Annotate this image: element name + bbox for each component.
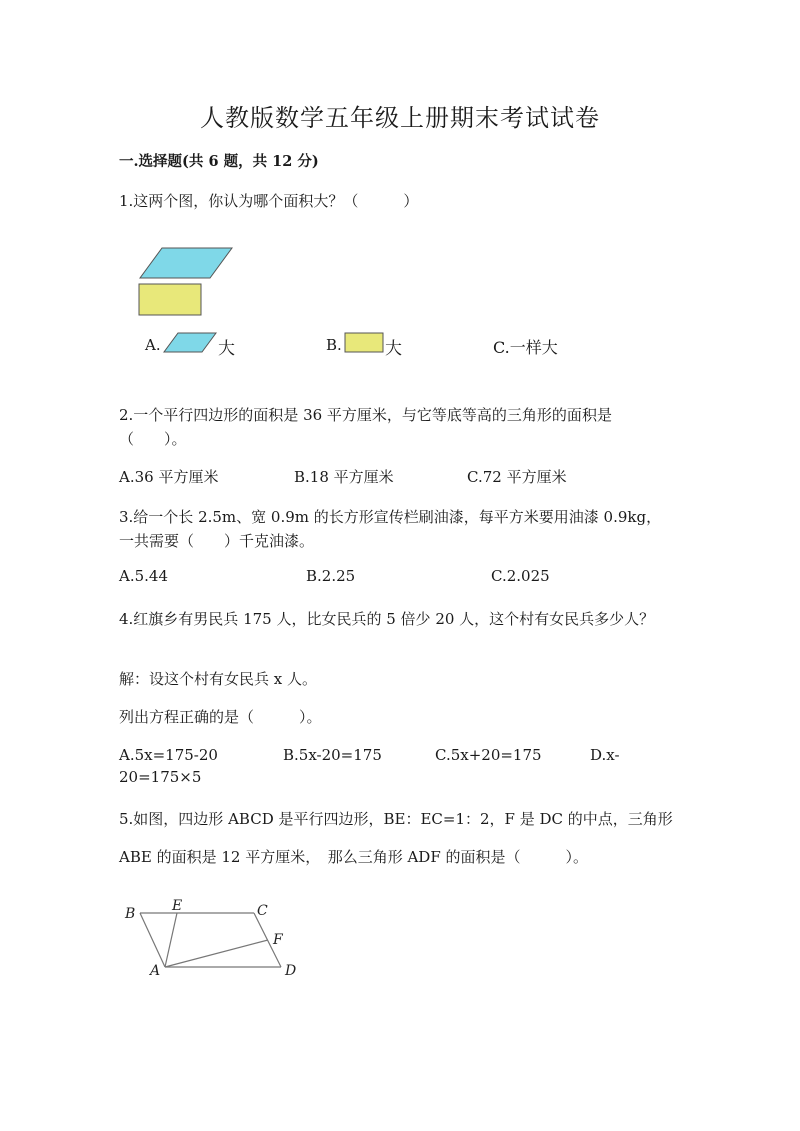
q4-solution: 解：设这个村有女民兵 x 人。 [119, 670, 317, 688]
q5-label-b: B [125, 906, 136, 922]
q4-stem: 4.红旗乡有男民兵 175 人，比女民兵的 5 倍少 20 人，这个村有女民兵多少人？ [119, 610, 655, 628]
q2-option-b: B.18 平方厘米 [294, 468, 394, 486]
q5-label-e: E [172, 898, 183, 914]
q5-stem-line2: ABE 的面积是 12 平方厘米， 那么三角形 ADF 的面积是（ ）。 [119, 848, 589, 866]
q2-stem-line1: 2.一个平行四边形的面积是 36 平方厘米，与它等底等高的三角形的面积是 [119, 406, 612, 424]
q5-stem-line1: 5.如图，四边形 ABCD 是平行四边形，BE：EC=1：2，F 是 DC 的中点，三角形 [119, 810, 673, 828]
q4-option-c: C.5x+20=175 [435, 746, 542, 764]
q5-label-a: A [150, 963, 161, 979]
q5-label-f: F [273, 932, 283, 948]
q1-option-a-suffix: 大 [218, 339, 235, 359]
q2-option-a: A.36 平方厘米 [119, 468, 219, 486]
q5-label-c: C [257, 903, 268, 919]
page-title: 人教版数学五年级上册期末考试试卷 [200, 104, 600, 132]
q5-segment-ae [165, 913, 177, 967]
q5-segment-af [165, 940, 268, 967]
q1-option-a-label: A. [145, 336, 161, 354]
q4-option-b: B.5x-20=175 [283, 746, 382, 764]
q4-option-a: A.5x=175-20 [119, 746, 218, 764]
q1-option-c: C.一样大 [493, 338, 558, 357]
q3-stem-line1: 3.给一个长 2.5m、宽 0.9m 的长方形宣传栏刷油漆，每平方米要用油漆 0.9kg， [119, 508, 662, 526]
q1-option-b-suffix: 大 [385, 339, 402, 359]
q4-option-d-cont: 20=175×5 [119, 768, 202, 786]
q3-option-b: B.2.25 [306, 567, 356, 585]
section-heading: 一.选择题(共 6 题，共 12 分) [119, 153, 319, 170]
q4-prompt: 列出方程正确的是（ ）。 [119, 708, 322, 726]
q3-stem-line2: 一共需要（ ）千克油漆。 [119, 532, 315, 550]
q3-option-a: A.5.44 [119, 567, 168, 585]
q1-stem: 1.这两个图，你认为哪个面积大？（ ） [119, 192, 419, 210]
q4-option-d: D.x- [590, 746, 620, 764]
q1-option-b-label: B. [326, 336, 342, 354]
q5-label-d: D [285, 963, 297, 979]
q3-option-c: C.2.025 [491, 567, 550, 585]
q2-option-c: C.72 平方厘米 [467, 468, 567, 486]
q2-stem-line2: （ ）。 [119, 430, 187, 448]
q5-edge-ab [140, 913, 165, 967]
